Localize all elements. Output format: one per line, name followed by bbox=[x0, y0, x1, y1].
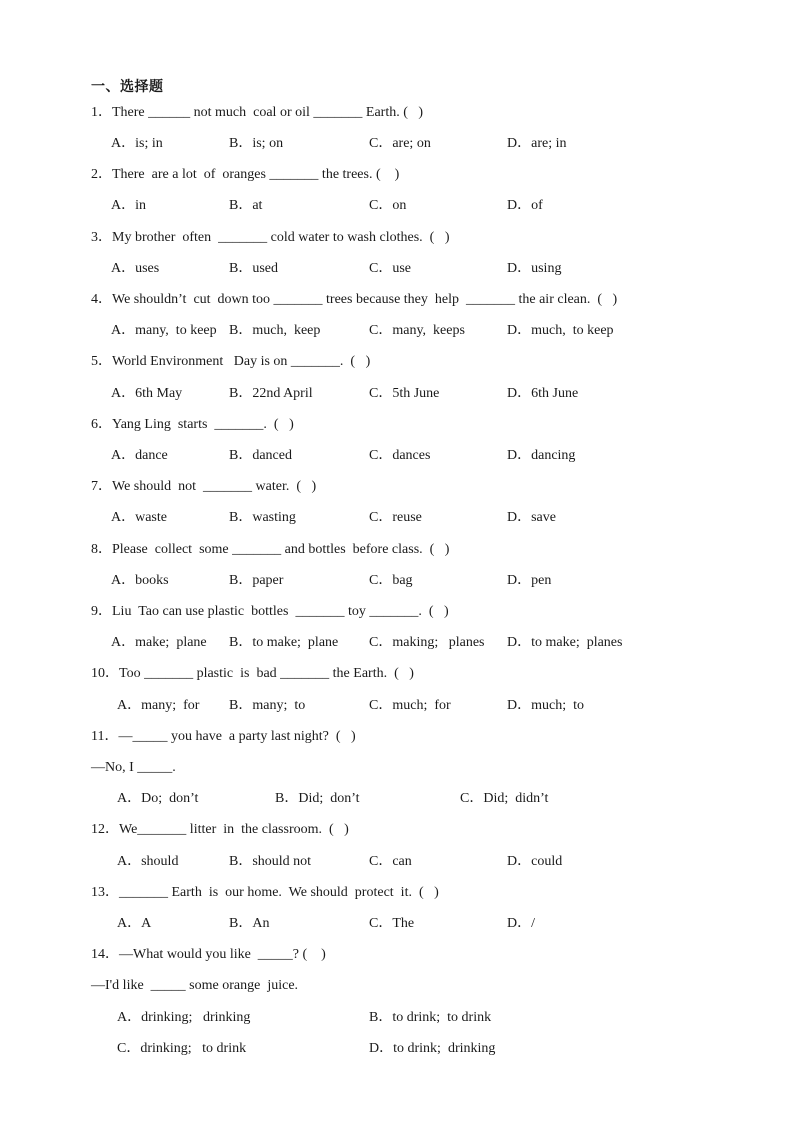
question-1-option-b[interactable]: B．is; on bbox=[229, 136, 284, 151]
question-7-stem: 7．We should not _______ water. ( ) bbox=[91, 479, 317, 494]
question-13-option-d[interactable]: D．/ bbox=[507, 916, 535, 931]
question-13-option-b[interactable]: B．An bbox=[229, 916, 270, 931]
question-1-stem: 1．There ______ not much coal or oil _______ Earth. ( ) bbox=[91, 105, 424, 120]
question-2-option-b[interactable]: B．at bbox=[229, 198, 263, 213]
question-6-option-c[interactable]: C．dances bbox=[369, 448, 431, 463]
question-5-option-d[interactable]: D．6th June bbox=[507, 386, 579, 401]
question-14-option-c[interactable]: C．drinking; to drink bbox=[117, 1041, 247, 1056]
question-6-option-b[interactable]: B．danced bbox=[229, 448, 292, 463]
question-10-option-b[interactable]: B．many; to bbox=[229, 698, 306, 713]
question-10-stem: 10．Too _______ plastic is bad _______ the Earth. ( ) bbox=[91, 666, 414, 681]
question-3-stem: 3．My brother often _______ cold water to wash clothes. ( ) bbox=[91, 230, 450, 245]
section-title: 一、选择题 bbox=[91, 79, 164, 95]
question-12-option-d[interactable]: D．could bbox=[507, 854, 563, 869]
question-4-option-c[interactable]: C．many, keeps bbox=[369, 323, 465, 338]
question-11-response: —No, I _____. bbox=[91, 760, 176, 775]
question-14-option-b[interactable]: B．to drink; to drink bbox=[369, 1010, 492, 1025]
question-11-option-c[interactable]: C．Did; didn’t bbox=[460, 791, 549, 806]
question-7-option-c[interactable]: C．reuse bbox=[369, 510, 422, 525]
question-9-option-d[interactable]: D．to make; planes bbox=[507, 635, 623, 650]
question-13-stem: 13．_______ Earth is our home. We should protect it. ( ) bbox=[91, 885, 439, 900]
question-8-option-d[interactable]: D．pen bbox=[507, 573, 552, 588]
question-8-stem: 8．Please collect some _______ and bottles before class. ( ) bbox=[91, 542, 450, 557]
question-4-option-b[interactable]: B．much, keep bbox=[229, 323, 321, 338]
question-1-option-c[interactable]: C．are; on bbox=[369, 136, 431, 151]
question-14-option-a[interactable]: A．drinking; drinking bbox=[117, 1010, 251, 1025]
question-10-option-a[interactable]: A．many; for bbox=[117, 698, 200, 713]
question-13-option-c[interactable]: C．The bbox=[369, 916, 415, 931]
question-7-option-d[interactable]: D．save bbox=[507, 510, 556, 525]
question-1-option-d[interactable]: D．are; in bbox=[507, 136, 567, 151]
question-5-option-b[interactable]: B．22nd April bbox=[229, 386, 313, 401]
question-3-option-d[interactable]: D．using bbox=[507, 261, 562, 276]
question-5-stem: 5．World Environment Day is on _______. ( ) bbox=[91, 354, 371, 369]
question-4-option-d[interactable]: D．much, to keep bbox=[507, 323, 614, 338]
question-3-option-b[interactable]: B．used bbox=[229, 261, 278, 276]
question-9-option-b[interactable]: B．to make; plane bbox=[229, 635, 339, 650]
question-2-option-c[interactable]: C．on bbox=[369, 198, 407, 213]
question-12-option-a[interactable]: A．should bbox=[117, 854, 179, 869]
question-10-option-c[interactable]: C．much; for bbox=[369, 698, 451, 713]
question-4-option-a[interactable]: A．many, to keep bbox=[111, 323, 217, 338]
question-14-option-d[interactable]: D．to drink; drinking bbox=[369, 1041, 496, 1056]
question-3-option-a[interactable]: A．uses bbox=[111, 261, 160, 276]
question-2-stem: 2．There are a lot of oranges _______ the trees. ( ) bbox=[91, 167, 400, 182]
question-11-option-a[interactable]: A．Do; don’t bbox=[117, 791, 199, 806]
question-2-option-d[interactable]: D．of bbox=[507, 198, 543, 213]
question-11-stem: 11．—_____ you have a party last night? ( ) bbox=[91, 729, 356, 744]
question-9-option-a[interactable]: A．make; plane bbox=[111, 635, 207, 650]
question-8-option-c[interactable]: C．bag bbox=[369, 573, 413, 588]
question-5-option-c[interactable]: C．5th June bbox=[369, 386, 440, 401]
question-8-option-b[interactable]: B．paper bbox=[229, 573, 284, 588]
question-6-option-d[interactable]: D．dancing bbox=[507, 448, 576, 463]
question-9-option-c[interactable]: C．making; planes bbox=[369, 635, 485, 650]
question-1-option-a[interactable]: A．is; in bbox=[111, 136, 163, 151]
question-12-stem: 12．We_______ litter in the classroom. ( ) bbox=[91, 822, 349, 837]
question-10-option-d[interactable]: D．much; to bbox=[507, 698, 584, 713]
question-2-option-a[interactable]: A．in bbox=[111, 198, 146, 213]
question-14-stem: 14．—What would you like _____? ( ) bbox=[91, 947, 326, 962]
question-3-option-c[interactable]: C．use bbox=[369, 261, 411, 276]
question-6-option-a[interactable]: A．dance bbox=[111, 448, 168, 463]
question-12-option-c[interactable]: C．can bbox=[369, 854, 412, 869]
question-6-stem: 6．Yang Ling starts _______. ( ) bbox=[91, 417, 294, 432]
question-5-option-a[interactable]: A．6th May bbox=[111, 386, 183, 401]
question-4-stem: 4．We shouldn’t cut down too _______ trees because they help _______ the air clean. ( ) bbox=[91, 292, 618, 307]
question-14-response: —I'd like _____ some orange juice. bbox=[91, 978, 299, 993]
question-9-stem: 9．Liu Tao can use plastic bottles _______ toy _______. ( ) bbox=[91, 604, 449, 619]
question-7-option-a[interactable]: A．waste bbox=[111, 510, 167, 525]
question-12-option-b[interactable]: B．should not bbox=[229, 854, 312, 869]
question-13-option-a[interactable]: A．A bbox=[117, 916, 152, 931]
question-11-option-b[interactable]: B．Did; don’t bbox=[275, 791, 360, 806]
question-7-option-b[interactable]: B．wasting bbox=[229, 510, 296, 525]
question-8-option-a[interactable]: A．books bbox=[111, 573, 169, 588]
